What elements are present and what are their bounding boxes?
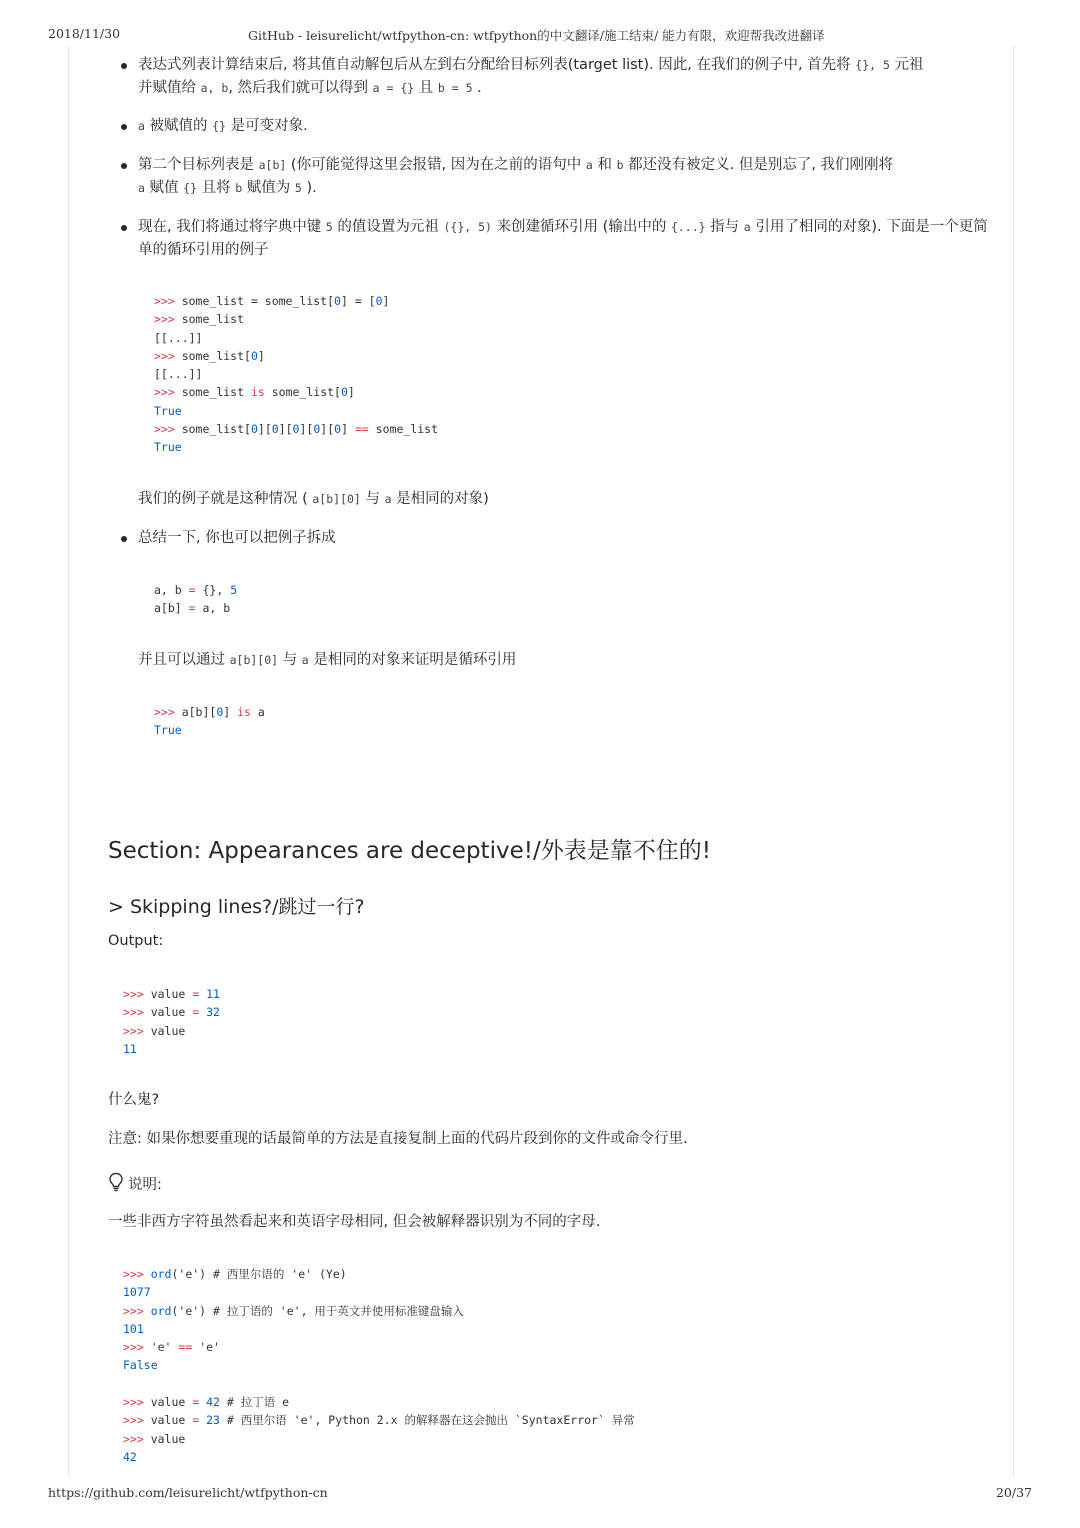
code-block-cyrillic: >>> ord('е') # 西里尔语的 'e' (Ye) 1077 >>> ord('e') # 拉丁语的 'e', 用于英文并使用标准键盘输入 101 >>> 'e' == 'е' False >>> value = 42 # 拉丁语 e >>> valuе = 23 # 西里尔语 'e', Python 2.x 的解释器在这会抛出 `SyntaxError` 异常 >>> value 42 (123, 1267, 635, 1464)
page-number: 20/37 (995, 1485, 1032, 1500)
list-item: 现在, 我们将通过将字典中键 5 的值设置为元祖 ({}, 5) 来创建循环引用 (输出中的 {...} 指与 a 引用了相同的对象). 下面是一个更简单的循环引用的例子 (108, 216, 998, 262)
output-label: Output: (108, 933, 164, 949)
explanation-heading (108, 1172, 162, 1200)
code-block-proof: >>> a[b][0] is a True (154, 705, 265, 738)
paragraph: 我们的例子就是这种情况 ( a[b][0] 与 a 是相同的对象) (138, 491, 489, 507)
section-title: Section: Appearances are deceptive!/外表是靠不住的! (108, 838, 711, 864)
print-page-title: GitHub - leisurelicht/wtfpython-cn: wtfpython的中文翻译/施工结束/ 能力有限，欢迎帮我改进翻译 (248, 28, 825, 43)
print-date: 2018/11/30 (48, 26, 121, 41)
code-block-skipping-lines: >>> value = 11 >>> value = 32 >>> value 11 (123, 987, 220, 1056)
note-text: 注意: 如果你想要重现的话最简单的方法是直接复制上面的代码片段到你的文件或命令行里. (108, 1131, 688, 1147)
print-url: https://github.com/leisurelicht/wtfpython-cn (48, 1485, 328, 1500)
lightbulb-icon (108, 1172, 124, 1200)
explanation-label: 说明: (128, 1177, 162, 1193)
list-item: a 被赋值的 {} 是可变对象. (108, 115, 998, 138)
subsection-title: > Skipping lines?/跳过一行? (108, 896, 365, 918)
wtf-text: 什么鬼? (108, 1092, 160, 1108)
code-block-split-example: a, b = {}, 5 a[b] = a, b (154, 583, 238, 616)
print-footer (48, 1485, 1032, 1503)
print-header (48, 26, 1032, 44)
list-item: 表达式列表计算结束后, 将其值自动解包后从左到右分配给目标列表(target list). 因此, 在我们的例子中, 首先将 {}, 5 元祖 并赋值给 a, b, 然后我们就可以得到 a = {} 且 b = 5 . (108, 54, 998, 100)
code-block-circular-list: >>> some_list = some_list[0] = [0] >>> some_list [[...]] >>> some_list[0] [[...]] >>> some_list is some_list[0] True >>> some_list[0][0][0][0][0] == some_list True (154, 294, 439, 455)
list-item: 总结一下, 你也可以把例子拆成 (108, 527, 998, 550)
content-border-left (68, 46, 69, 1476)
content-border-right (1013, 46, 1014, 1476)
paragraph: 并且可以通过 a[b][0] 与 a 是相同的对象来证明是循环引用 (138, 652, 517, 668)
list-item: 第二个目标列表是 a[b] (你可能觉得这里会报错, 因为在之前的语句中 a 和 b 都还没有被定义. 但是别忘了, 我们刚刚将 a 赋值 {} 且将 b 赋值为 5 ). (108, 154, 998, 200)
explanation-text: 一些非西方字符虽然看起来和英语字母相同, 但会被解释器识别为不同的字母. (108, 1214, 601, 1230)
